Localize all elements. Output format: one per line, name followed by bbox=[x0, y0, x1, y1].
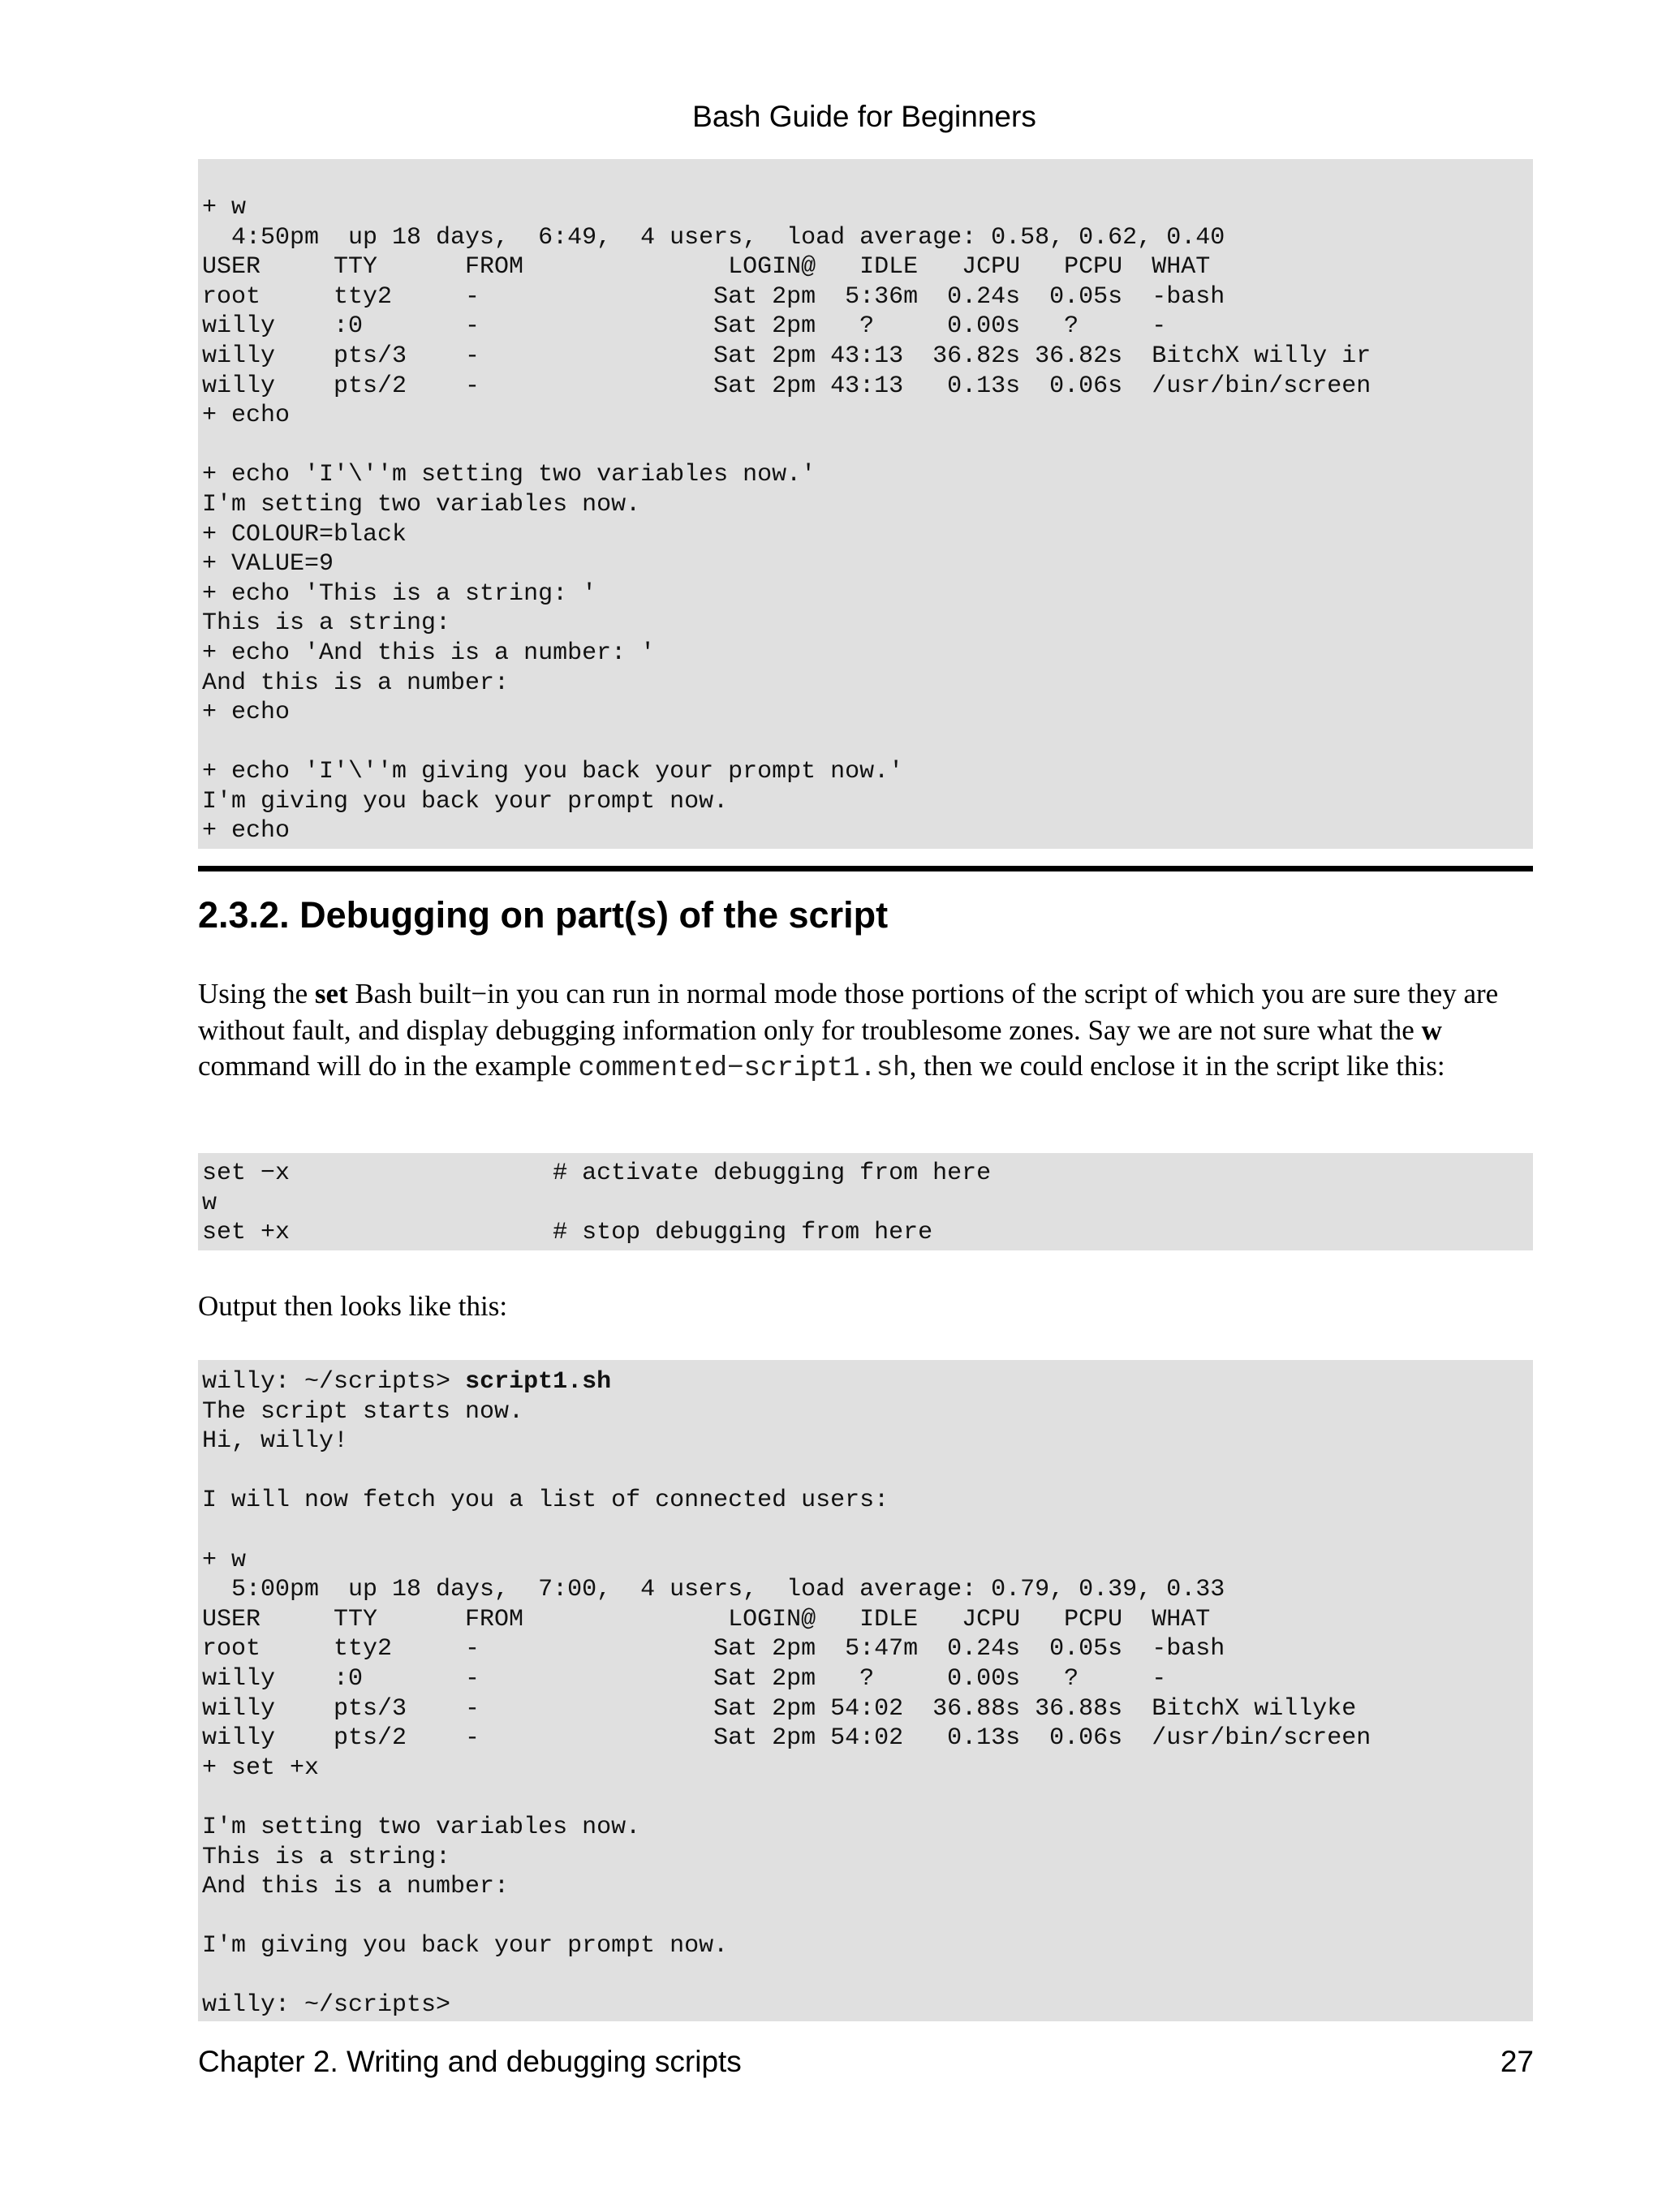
page-header: Bash Guide for Beginners bbox=[692, 100, 1036, 133]
code-text: set −x # activate debugging from here w set +x # stop debugging from here bbox=[202, 1160, 992, 1247]
paragraph-set-builtin bbox=[198, 976, 1533, 1087]
code-text bbox=[198, 1360, 1533, 2020]
section-title: 2.3.2. Debugging on part(s) of the script bbox=[198, 894, 889, 936]
paragraph-text: Bash built−in you can run in normal mode those portions of the script of which you are sure they are without fault, and display debugging information only for troublesome zones. Say we are not sure what the bbox=[198, 978, 1499, 1046]
shell-prompt: willy: ~/scripts> bbox=[202, 1368, 466, 1396]
code-block-script-output bbox=[198, 1360, 1533, 2021]
footer-page-number: 27 bbox=[1500, 2045, 1534, 2078]
script-filename: commented−script1.sh bbox=[578, 1053, 910, 1084]
code-text: + w 4:50pm up 18 days, 6:49, 4 users, load average: 0.58, 0.62, 0.40 USER TTY FROM LOGIN@ IDLE JCPU PCPU WHAT root tty2 - Sat 2pm 5:36m 0.24s 0.05s -bash willy :0 - Sat 2pm ? 0.00s ? - willy pts/3 - Sat 2pm 43:13 36.82s 36.82s BitchX willy ir willy pts/2 - Sat 2pm 43:13 0.13s 0.06s /usr/bin/screen + echo + echo 'I'\''m setting two variables now.' I'm setting two variables now. + COLOUR=black + VALUE=9 + echo 'This is a string: ' This is a string: + echo 'And this is a number: ' And this is a number: + echo + echo 'I'\''m giving you back your prompt now.' I'm giving you back your prompt now. + echo bbox=[202, 194, 1371, 846]
paragraph-text: , then we could enclose it in the script like this: bbox=[909, 1050, 1445, 1082]
paragraph-output-intro: Output then looks like this: bbox=[198, 1290, 508, 1322]
paragraph-text: Using the bbox=[198, 978, 315, 1009]
code-block-set-x bbox=[198, 1153, 1533, 1250]
set-command-term: set bbox=[314, 978, 348, 1009]
code-block-trace-output bbox=[198, 159, 1533, 849]
paragraph-text: command will do in the example bbox=[198, 1050, 579, 1082]
footer-chapter-title: Chapter 2. Writing and debugging scripts bbox=[198, 2045, 742, 2078]
w-command-term: w bbox=[1421, 1013, 1442, 1046]
output-text: The script starts now. Hi, willy! I will now fetch you a list of connected users: + w 5:00pm up 18 days, 7:00, 4 users, load average: 0.79, 0.39, 0.33 USER TTY FROM LOGIN@ IDLE JCPU PCPU WHAT root tty2 - Sat 2pm 5:47m 0.24s 0.05s -bash willy :0 - Sat 2pm ? 0.00s ? - willy pts/3 - Sat 2pm 54:02 36.88s 36.88s BitchX willyke willy pts/2 - Sat 2pm 54:02 0.13s 0.06s /usr/bin/screen + set +x I'm setting two variables now. This is a string: And this is a number: I'm giving you back your prompt now. willy: ~/scripts> bbox=[202, 1397, 1371, 2020]
section-divider bbox=[198, 866, 1533, 871]
shell-command: script1.sh bbox=[465, 1368, 612, 1396]
